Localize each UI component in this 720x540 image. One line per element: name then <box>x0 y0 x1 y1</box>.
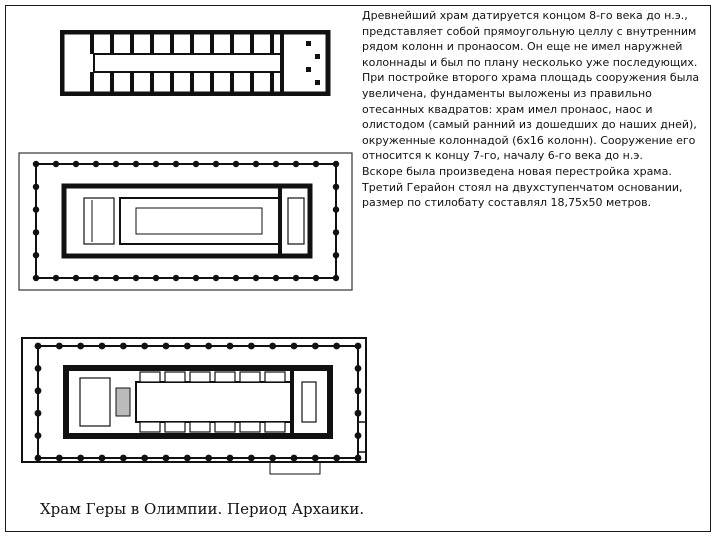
pier <box>130 34 134 54</box>
column <box>99 343 106 350</box>
column <box>35 410 42 417</box>
column <box>333 206 339 212</box>
column <box>355 365 362 372</box>
column <box>56 455 63 462</box>
column <box>205 343 212 350</box>
description-text <box>362 8 712 211</box>
column <box>333 184 339 190</box>
paragraph-third-temple: Вскоре была произведена новая перестройка храма. Третий Герайон стоял на двухступенчатом основании, размер по стилобату составлял 18,75x50 метров. <box>362 164 683 210</box>
column <box>273 275 279 281</box>
pier <box>110 72 114 92</box>
pier <box>270 72 274 92</box>
column <box>133 161 139 167</box>
column <box>56 343 63 350</box>
column <box>173 161 179 167</box>
column <box>35 387 42 394</box>
column <box>35 455 42 462</box>
column <box>33 184 39 190</box>
column <box>33 252 39 258</box>
column <box>333 343 340 350</box>
pier <box>90 72 94 92</box>
pier <box>90 34 94 54</box>
pier <box>210 34 214 54</box>
column <box>153 275 159 281</box>
column <box>184 343 191 350</box>
column <box>163 455 170 462</box>
pier <box>230 72 234 92</box>
pier <box>110 34 114 54</box>
column <box>233 275 239 281</box>
column <box>35 432 42 439</box>
pier <box>170 34 174 54</box>
column <box>293 161 299 167</box>
column <box>333 455 340 462</box>
cella-niche <box>215 422 235 432</box>
column <box>355 387 362 394</box>
column <box>355 410 362 417</box>
slide-caption: Храм Геры в Олимпии. Период Архаики. <box>40 500 365 518</box>
cella-niche <box>190 372 210 382</box>
pier <box>170 72 174 92</box>
column <box>253 275 259 281</box>
column <box>312 455 319 462</box>
column <box>312 343 319 350</box>
column <box>120 343 127 350</box>
column <box>333 161 339 167</box>
column <box>153 161 159 167</box>
column <box>77 343 84 350</box>
column <box>333 229 339 235</box>
column <box>313 161 319 167</box>
plan-third-temple <box>20 336 376 478</box>
column <box>333 252 339 258</box>
cella-niche <box>265 422 285 432</box>
cella-niche <box>240 372 260 382</box>
column <box>233 161 239 167</box>
column <box>333 275 339 281</box>
cella-niche <box>165 372 185 382</box>
column <box>93 161 99 167</box>
column <box>141 455 148 462</box>
column <box>355 343 362 350</box>
column <box>113 161 119 167</box>
column <box>313 275 319 281</box>
column <box>33 229 39 235</box>
column <box>248 455 255 462</box>
column <box>141 343 148 350</box>
column <box>248 343 255 350</box>
paragraph-second-temple: При постройке второго храма площадь сооружения была увеличена, фундаменты выложены из правильно отесанных квадратов: храм имел пронаос, наос и олистодом (самый ранний из дошедших до наших дней), окруженные колоннадой (6x16 колонн). Сооружение его относится к концу 7-го, началу 6-го века до н.э. <box>362 71 700 163</box>
column <box>213 275 219 281</box>
pier <box>190 72 194 92</box>
plan-second-temple <box>16 150 356 294</box>
cella-niche <box>140 372 160 382</box>
column <box>273 161 279 167</box>
column <box>355 455 362 462</box>
cella-niche <box>140 422 160 432</box>
column <box>173 275 179 281</box>
column <box>163 343 170 350</box>
column <box>291 455 298 462</box>
cella-niche <box>265 372 285 382</box>
pier <box>190 34 194 54</box>
column <box>213 161 219 167</box>
plan-first-temple <box>60 30 332 96</box>
column <box>93 275 99 281</box>
column <box>205 455 212 462</box>
pier <box>250 34 254 54</box>
pier <box>230 34 234 54</box>
pier <box>150 72 154 92</box>
paragraph-first-temple: Древнейший храм датируется концом 8-го века до н.э., представляет собой прямоугольную целлу с внутренним рядом колонн и пронаосом. Он еще не имел наружней колоннады и был по плану несколько уже последующих. <box>362 9 698 69</box>
column <box>269 343 276 350</box>
column <box>133 275 139 281</box>
column <box>35 365 42 372</box>
column <box>120 455 127 462</box>
column <box>73 161 79 167</box>
cella-niche <box>190 422 210 432</box>
column <box>193 275 199 281</box>
column <box>227 455 234 462</box>
column <box>33 275 39 281</box>
column <box>291 343 298 350</box>
cella-niche <box>215 372 235 382</box>
column <box>193 161 199 167</box>
column <box>33 206 39 212</box>
pier <box>130 72 134 92</box>
column <box>293 275 299 281</box>
column <box>253 161 259 167</box>
cella-niche <box>240 422 260 432</box>
pier <box>210 72 214 92</box>
column <box>33 161 39 167</box>
column <box>227 343 234 350</box>
column <box>53 161 59 167</box>
column <box>184 455 191 462</box>
column <box>99 455 106 462</box>
cella-niche <box>165 422 185 432</box>
pier <box>270 34 274 54</box>
column <box>113 275 119 281</box>
column <box>73 275 79 281</box>
column <box>53 275 59 281</box>
column <box>35 343 42 350</box>
pier <box>150 34 154 54</box>
pier <box>250 72 254 92</box>
column <box>269 455 276 462</box>
column <box>77 455 84 462</box>
